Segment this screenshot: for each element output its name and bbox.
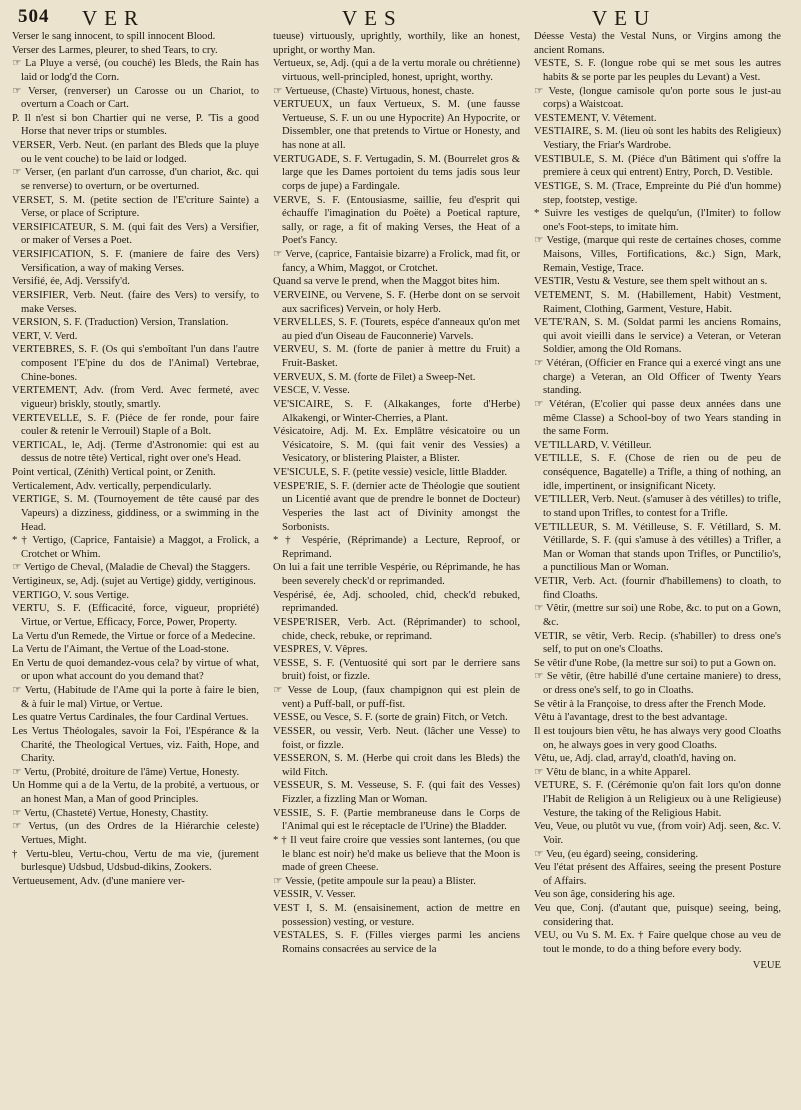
dictionary-entry: ☞ Vestige, (marque qui reste de certaines choses, comme Maisons, Villes, Fortifications, &c.) Sign, Mark, Remain, Vestige, Trace. [534,235,781,274]
dictionary-entry: VERTEBRES, S. F. (Os qui s'emboîtant l'un dans l'autre composent l'E'pine du dos de l'Animal) Vertebrae, Chine-bones. [12,344,259,383]
running-head-right: VEU [592,6,657,30]
dictionary-entry: Vertueux, se, Adj. (qui a de la vertu morale ou chrétienne) virtuous, well-principled, honest, upright, worthy. [273,58,520,83]
dictionary-entry: tueuse) virtuously, uprightly, worthily, like an honest, upright, or worthy Man. [273,31,520,56]
dictionary-entry: VERTICAL, le, Adj. (Terme d'Astronomie: qui est au dessus de notre tête) Vertical, right over one's Head. [12,439,259,465]
dictionary-entry: Verser le sang innocent, to spill innocent Blood. [12,31,216,42]
dictionary-entry: VERVELLES, S. F. (Tourets, espéce d'anneaux qu'on met au pied d'un Oiseau de Fauconnerie) Varvels. [273,317,520,342]
running-head-middle: VES [342,6,403,30]
dictionary-entry: VETIR, Verb. Act. (fournir d'habillemens) to cloath, to find Cloaths. [534,576,781,601]
dictionary-entry: ☞ Vessie, (petite ampoule sur la peau) a Blister. [273,875,476,887]
dictionary-entry: Quand sa verve le prend, when the Maggot bites him. [273,276,500,288]
dictionary-entry: Déesse Vesta) the Vestal Nuns, or Virgins among the ancient Romans. [534,31,781,56]
dictionary-entry: VERSER, Verb. Neut. (en parlant des Bleds que la pluye ou le vent couche) to be laid or lodged. [12,140,259,165]
dictionary-entry: VESTEMENT, V. Vêtement. [534,112,657,124]
dictionary-entry: VERVEINE, ou Vervene, S. F. (Herbe dont on se servoit aux sacrifices) Vervein, or holy Herb. [273,289,520,315]
catchword: VEUE [752,959,781,971]
dictionary-entry: ☞ Verve, (caprice, Fantaisie bizarre) a Frolick, mad fit, or fancy, a Whim, Maggot, or Crotchet. [273,249,520,274]
dictionary-entry: VETIR, se vêtir, Verb. Recip. (s'habiller) to dress one's self, to put on one's Cloaths. [534,630,781,656]
dictionary-entry: ☞ Se vêtir, (être habillé d'une certaine maniere) to dress, or dress one's self, to go in Cloaths. [534,671,781,696]
dictionary-entry: VESSE, S. F. (Ventuosité qui sort par le derriere sans bruit) foist, or fizzle. [273,657,520,683]
dictionary-entry: Veu, Veue, ou plutôt vu vue, (from voir) Adj. seen, &c. V. Voir. [534,821,781,846]
dictionary-entry: ☞ Vêtu de blanc, in a white Apparel. [534,766,691,778]
dictionary-entry: ☞ Vertueuse, (Chaste) Virtuous, honest, chaste. [273,85,475,97]
dictionary-entry: VE'TILLARD, V. Vétilleur. [534,439,652,451]
dictionary-entry: ☞ Verser, (renverser) un Carosse ou un Chariot, to overturn a Coach or Cart. [12,85,259,111]
dictionary-entry: VE'TILLER, Verb. Neut. (s'amuser à des vétilles) to trifle, to stand upon Trifles, to contest for a Trifle. [534,494,781,519]
dictionary-entry: Vêtu à l'avantage, drest to the best advantage. [534,712,728,724]
column-right [534,30,781,972]
dictionary-entry: Les Vertus Théologales, savoir la Foi, l'Espérance & la Charité, the Theological Vertues, viz. Faith, Hope, and Charity. [12,725,259,765]
dictionary-entry: VESSIE, S. F. (Partie membraneuse dans le Corps de l'Animal qui est le réceptacle de l'Urine) the Bladder. [273,807,520,833]
dictionary-entry: VESSIR, V. Vesser. [273,889,356,901]
dictionary-entry: Versifié, ée, Adj. Verssify'd. [12,276,130,288]
dictionary-entry: * † Il veut faire croire que vessies sont lanternes, (ou que le blanc est noir) he'd make us believe that the Moon is made of green Cheese. [273,834,520,874]
dictionary-entry: ☞ Vétéran, (E'colier qui passe deux années dans une même Classe) a School-boy of two Years standing in the same Form. [534,398,781,438]
dictionary-entry: ☞ Veu, (eu égard) seeing, considering. [534,848,699,860]
dictionary-entry: Vertueusement, Adv. (d'une maniere ver- [12,875,185,887]
dictionary-entry: † Vertu-bleu, Vertu-chou, Vertu de ma vie, (jurement burlesque) Udsbud, Udsbud-dikins, Zookers. [12,848,259,874]
dictionary-entry: Se vêtir à la Françoise, to dress after the French Mode. [534,698,766,710]
dictionary-entry: ☞ Vertu, (Chasteté) Vertue, Honesty, Chastity. [12,807,209,819]
dictionary-entry: Veu que, Conj. (d'autant que, puisque) seeing, being, considering that. [534,903,781,928]
dictionary-entry: Vespérisé, ée, Adj. schooled, chid, check'd rebuked, reprimanded. [273,589,520,615]
dictionary-entry: VETURE, S. F. (Cérémonie qu'on fait lors qu'on donne l'Habit de Religion à un Religieux ou à une Religieuse) Vesture, the taking of the Religious Habit. [534,780,781,819]
dictionary-entry: ☞ Vertus, (un des Ordres de la Hiérarchie celeste) Vertues, Might. [12,821,259,846]
dictionary-entry: VERTEVELLE, S. F. (Piéce de fer ronde, pour faire couler & retenir le Verrouil) Staple of a Bolt. [12,412,259,438]
dictionary-entry: * Suivre les vestiges de quelqu'un, (l'Imiter) to follow one's Foot-steps, to imitate him. [534,208,781,233]
dictionary-entry: VERTUGADE, S. F. Vertugadin, S. M. (Bourrelet gros & large que les Dames portoient du tems jadis sous leur corps de jupe) a Fardingale. [273,153,520,192]
dictionary-entry: VERTIGO, V. sous Vertige. [12,589,130,601]
dictionary-entry: ☞ Verser, (en parlant d'un carrosse, d'un chariot, &c. qui se renverse) to overturn, or be overturned. [12,167,259,192]
dictionary-entry: La Vertu d'un Remede, the Virtue or force of a Medecine. [12,630,256,642]
dictionary-entry: VERSIFIER, Verb. Neut. (faire des Vers) to versify, to make Verses. [12,289,259,315]
dictionary-entry: VE'SICAIRE, S. F. (Alkakanges, forte d'Herbe) Alkakengi, or Winter-Cherries, a Plant. [273,398,520,424]
dictionary-entry: VESPE'RIE, S. F. (dernier acte de Théologie que soutient un Licentié avant que de prendre le bonnet de Docteur) Vesperies the last act of Divinity amongst the Sorbonists. [273,480,520,533]
dictionary-entry: Verser des Larmes, pleurer, to shed Tears, to cry. [12,44,218,56]
entry-columns [12,30,789,972]
dictionary-entry: Vertigineux, se, Adj. (sujet au Vertige) giddy, vertiginous. [12,576,256,587]
dictionary-entry: * † Vespérie, (Réprimande) a Lecture, Reproof, or Reprimand. [273,535,520,560]
dictionary-entry: VERTU, S. F. (Efficacité, force, vigueur, propriété) Virtue, or Vertue, Efficacy, Force, Power, Property. [12,603,259,628]
dictionary-entry: ☞ Vesse de Loup, (faux champignon qui est plein de vent) a Puff-ball, or puff-fist. [273,685,520,710]
dictionary-entry: * † Vertigo, (Caprice, Fantaisie) a Maggot, a Frolick, a Crotchet or Whim. [12,535,259,560]
dictionary-entry: Veu l'état présent des Affaires, seeing the present Posture of Affairs. [534,862,781,887]
dictionary-entry: VERTEMENT, Adv. (from Verd. Avec fermeté, avec vigueur) briskly, stoutly, smartly. [12,385,259,410]
dictionary-entry: ☞ Vertigo de Cheval, (Maladie de Cheval) the Staggers. [12,562,251,574]
dictionary-entry: VEU, ou Vu S. M. Ex. † Faire quelque chose au veu de tout le monde, to do a thing before every body. [534,930,781,955]
dictionary-entry: Verticalement, Adv. vertically, perpendicularly. [12,480,212,492]
dictionary-entry: Les quatre Vertus Cardinales, the four Cardinal Vertues. [12,712,249,724]
dictionary-entry: VESTIBULE, S. M. (Piéce d'un Bâtiment qui s'offre la premiere à ceux qui entrent) Entry, Porch, D. Vestible. [534,153,781,179]
dictionary-entry: VERVEU, S. M. (forte de panier à mettre du Fruit) a Fruit-Basket. [273,344,520,369]
dictionary-entry: P. Il n'est si bon Chartier qui ne verse, P. 'Tis a good Horse that never trips or stumbles. [12,112,259,138]
dictionary-entry: VESTIAIRE, S. M. (lieu où sont les habits des Religieux) Vestiary, the Friar's Wardrobe. [534,126,781,151]
column-middle [273,30,520,972]
dictionary-entry: VESSER, ou vessir, Verb. Neut. (lâcher une Vesse) to foist, or fizzle. [273,725,520,751]
dictionary-entry: VE'TILLEUR, S. M. Vétilleuse, S. F. Vétillard, S. M. Vétillarde, S. F. (qui s'amuse à des vétilles) a Trifler, a Man or Woman that stands upon Trifles, or Punctilio's, a punctilious Man or Woman. [534,521,781,574]
dictionary-entry: VESTIR, Vestu & Vesture, see them spelt without an s. [534,276,768,288]
dictionary-entry: ☞ Vétéran, (Officier en France qui a exercé vingt ans une charge) a Veteran, an Old Officer of Twenty Years standing. [534,358,781,397]
dictionary-entry: VERVEUX, S. M. (forte de Filet) a Sweep-Net. [273,371,476,383]
dictionary-entry: VESCE, V. Vesse. [273,385,350,397]
dictionary-entry: Se vêtir d'une Robe, (la mettre sur soi) to put a Gown on. [534,657,776,669]
page-header [12,6,789,30]
dictionary-entry: Vêtu, ue, Adj. clad, array'd, cloath'd, having on. [534,753,737,765]
page-number: 504 [18,6,50,27]
dictionary-entry: VESSEUR, S. M. Vesseuse, S. F. (qui fait des Vesses) Fizzler, a fizzling Man or Woman. [273,780,520,805]
dictionary-entry: VE'TE'RAN, S. M. (Soldat parmi les anciens Romains, qui avoit vieilli dans le service) a Veteran, or Veteran Soldier, among the Old Romans. [534,317,781,356]
dictionary-entry: VERTIGE, S. M. (Tournoyement de tête causé par des Vapeurs) a dizziness, giddiness, or a swimming in the Head. [12,494,259,533]
dictionary-entry: VERVE, S. F. (Entousiasme, saillie, feu d'esprit qui échauffe l'imagination du Poëte) a Poetical rapture, sally, or rage, a fit of making Verses, the Heat of a Poet's Fancy. [273,194,520,247]
dictionary-entry: VERT, V. Verd. [12,330,78,342]
dictionary-entry: VESTIGE, S. M. (Trace, Empreinte du Pié d'un homme) step, footstep, vestige. [534,180,781,206]
dictionary-entry: VERSIFICATION, S. F. (maniere de faire des Vers) Versification, a way of making Verses. [12,249,259,274]
dictionary-entry: Veu son âge, considering his age. [534,889,675,901]
dictionary-entry: VESSE, ou Vesce, S. F. (sorte de grain) Fitch, or Vetch. [273,712,508,724]
dictionary-entry: VERSIFICATEUR, S. M. (qui fait des Vers) a Versifier, or maker of Verses a Poet. [12,221,259,247]
dictionary-entry: VE'SICULE, S. F. (petite vessie) vesicle, little Bladder. [273,467,508,478]
dictionary-entry: ☞ La Pluye a versé, (ou couché) les Bleds, the Rain has laid or lodg'd the Corn. [12,58,259,83]
dictionary-entry: ☞ Vertu, (Probité, droiture de l'âme) Vertue, Honesty. [12,766,240,778]
dictionary-entry: La Vertu de l'Aimant, the Vertue of the Load-stone. [12,644,229,656]
dictionary-entry: Il est toujours bien vêtu, he has always very good Cloaths on, he always goes in very good Cloaths. [534,725,781,751]
dictionary-entry: VESTALES, S. F. (Filles vierges parmi les anciens Romains consacrées au service de la [273,930,520,955]
dictionary-entry: VE'TILLE, S. F. (Chose de rien ou de peu de conséquence, Bagatelle) a Trifle, a thing of nothing, an idle, impertinent, or insignificant Nicety. [534,453,781,492]
dictionary-entry: VESSERON, S. M. (Herbe qui croit dans les Bleds) the wild Fitch. [273,753,520,778]
column-left [12,30,259,972]
dictionary-entry: VERSION, S. F. (Traduction) Version, Translation. [12,317,229,329]
dictionary-entry: ☞ Veste, (longue camisole qu'on porte sous le just-au corps) a Waistcoat. [534,85,781,111]
dictionary-entry: VERTUEUX, un faux Vertueux, S. M. (une fausse Vertueuse, S. F. un ou une Hypocrite) An Hypocrite, or Dissembler, one that pretends to Virtue or Honesty, and has none at all. [273,99,520,151]
dictionary-entry: VESTE, S. F. (longue robe qui se met sous les autres habits & se porte par les peuples du Levant) a Vest. [534,58,781,83]
dictionary-entry: VEST I, S. M. (ensaisinement, action de mettre en possession) vesting, or vesture. [273,903,520,928]
dictionary-entry: VESPRES, V. Vêpres. [273,644,368,656]
dictionary-entry: ☞ Vêtir, (mettre sur soi) une Robe, &c. to put on a Gown, &c. [534,603,781,628]
dictionary-entry: VETEMENT, S. M. (Habillement, Habit) Vestment, Raiment, Clothing, Garment, Vesture, Habit. [534,289,781,315]
running-head-left: VER [82,6,145,30]
dictionary-entry: VESPE'RISER, Verb. Act. (Réprimander) to school, chide, check, rebuke, or reprimand. [273,616,520,642]
dictionary-entry: En Vertu de quoi demandez-vous cela? by virtue of what, or upon what account do you demand that? [12,657,259,683]
dictionary-entry: VERSET, S. M. (petite section de l'E'criture Sainte) a Verse, or place of Scripture. [12,194,259,220]
dictionary-entry: On lui a fait une terrible Vespérie, ou Réprimande, he has been severely check'd or reprimanded. [273,562,520,587]
dictionary-entry: Un Homme qui a de la Vertu, de la probité, a vertuous, or an honest Man, a Man of good Principles. [12,780,259,805]
dictionary-entry: ☞ Vertu, (Habitude de l'Ame qui la porte à faire le bien, & à fuir le mal) Virtue, or Vertue. [12,685,259,710]
dictionary-entry: Point vertical, (Zénith) Vertical point, or Zenith. [12,467,216,478]
dictionary-entry: Vésicatoire, Adj. M. Ex. Emplâtre vésicatoire ou un Vésicatoire, S. M. (qui fait venir des Vessies) a Vesicatory, or blistering Plaister, a Blister. [273,426,520,465]
